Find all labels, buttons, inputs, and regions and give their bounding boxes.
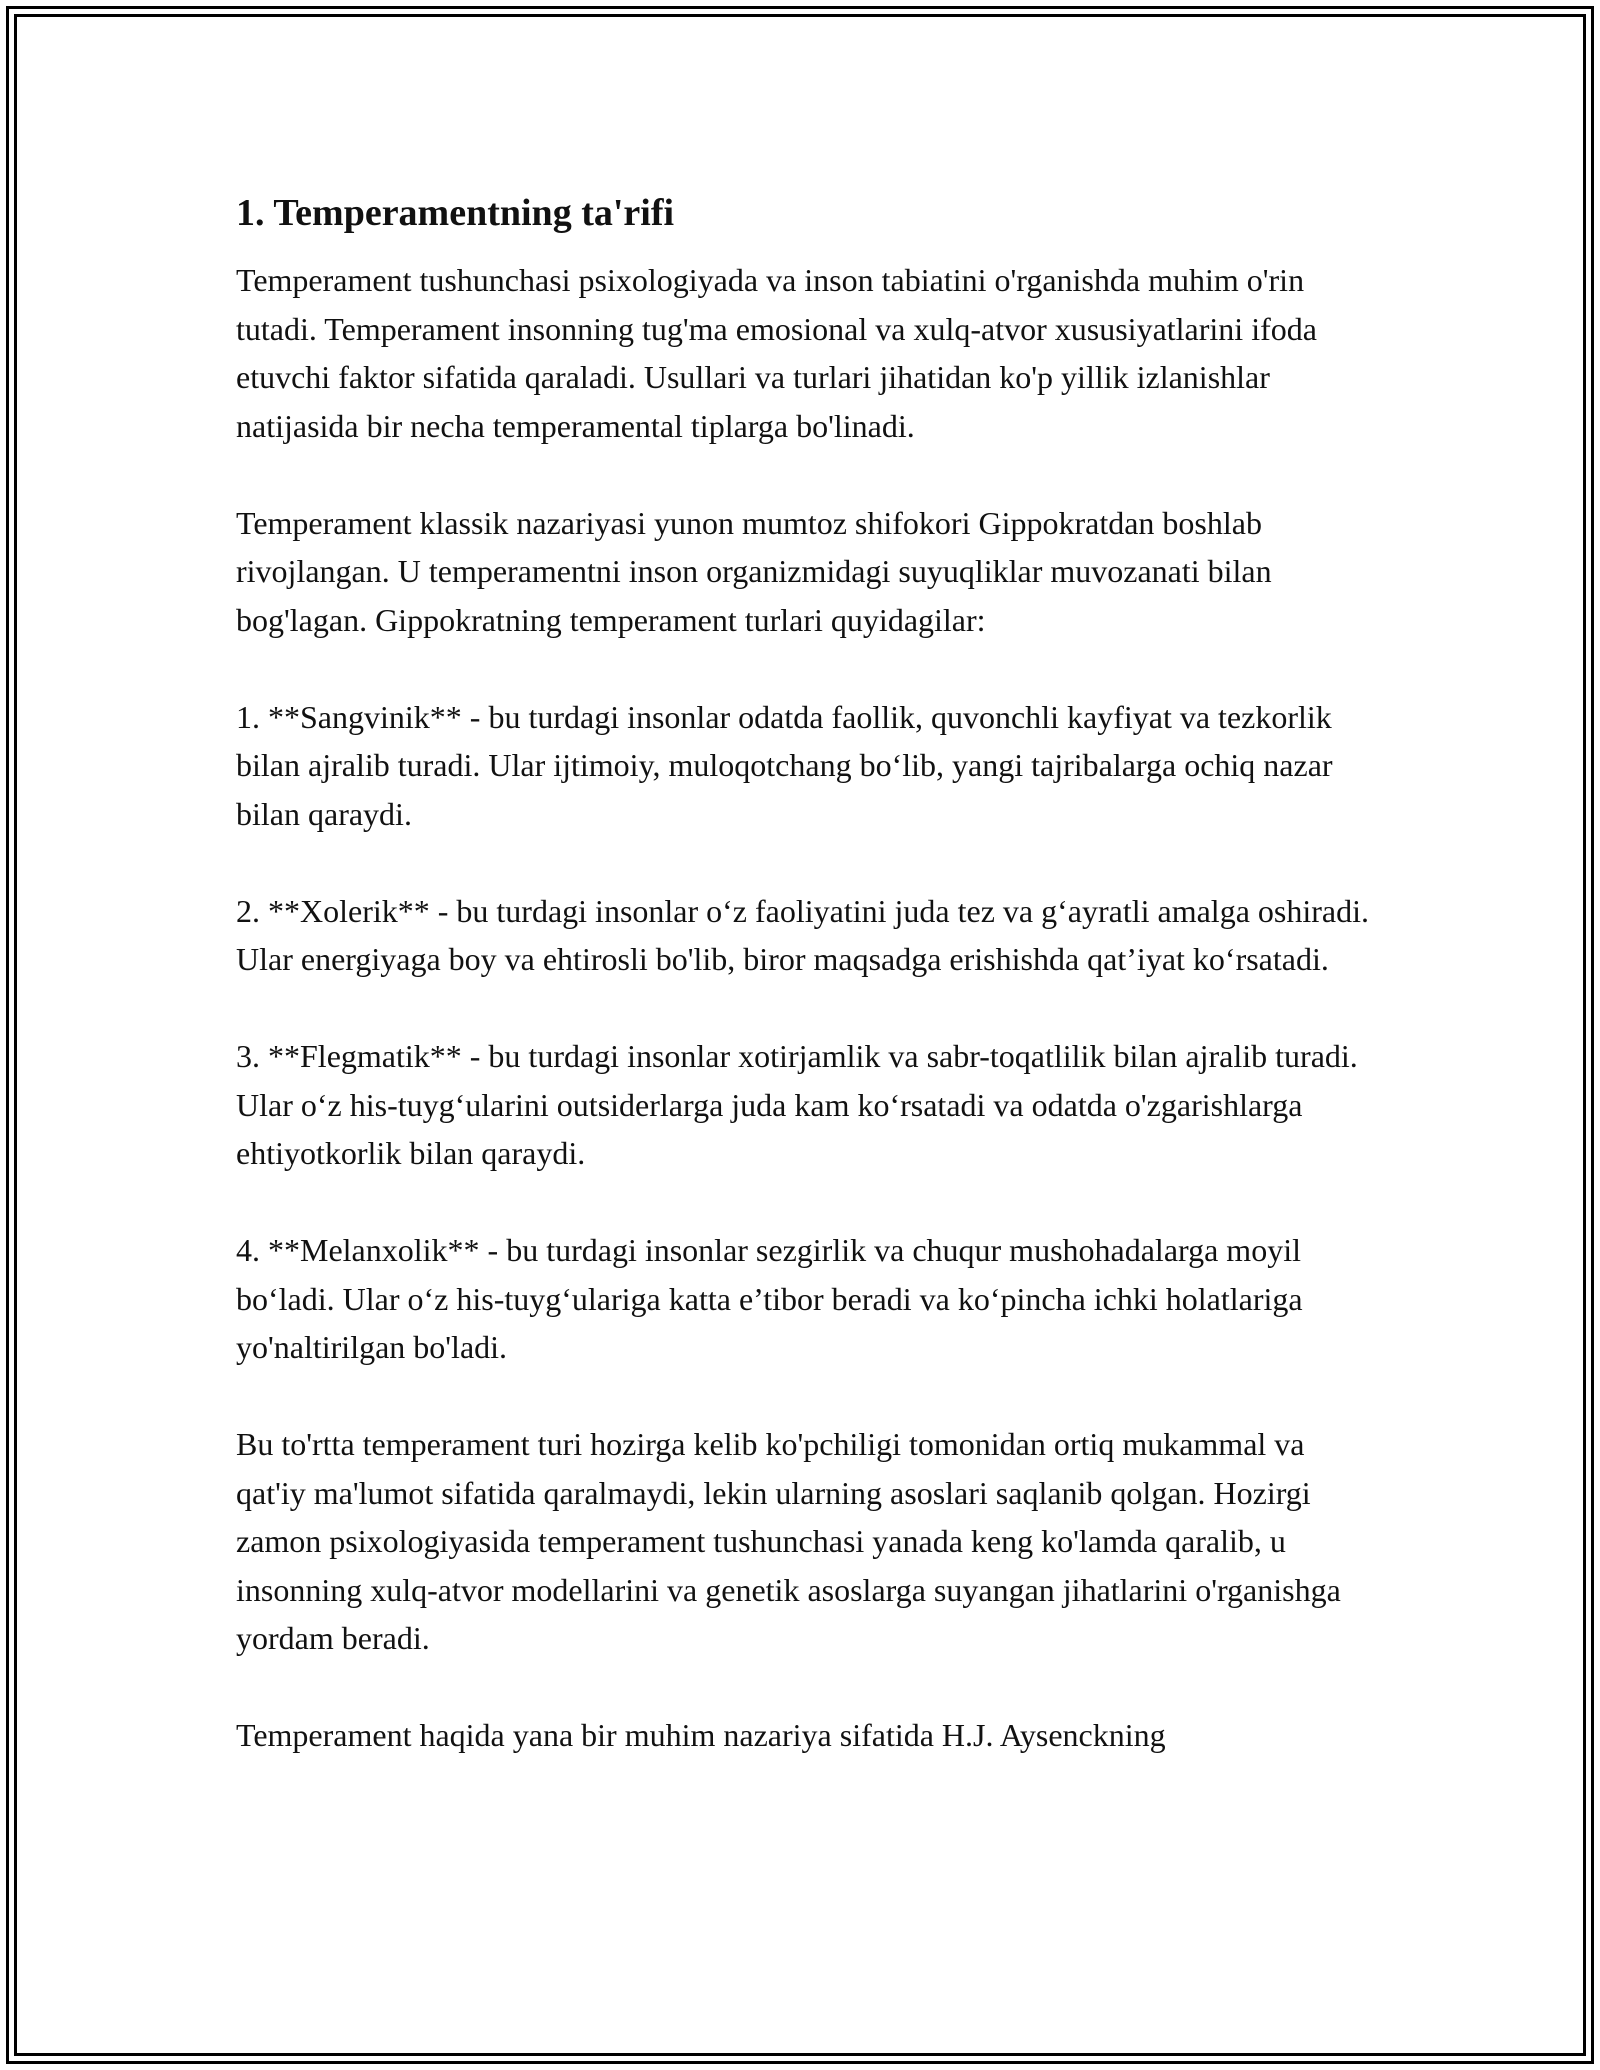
document-body	[236, 186, 1376, 1808]
paragraph-xolerik: 2. **Xolerik** - bu turdagi insonlar o‘z faoliyatini juda tez va g‘ayratli amalga oshiradi. Ular energiyaga boy va ehtirosli bo'lib, biror maqsadga erishishda qat’iyat ko‘rsatadi.	[236, 892, 1369, 977]
section-heading: 1. Temperamentning ta'rifi	[236, 192, 675, 234]
paragraph-classical-theory: Temperament klassik nazariyasi yunon mumtoz shifokori Gippokratdan boshlab rivojlangan. U temperamentni inson organizmidagi suyuqliklar muvozanati bilan bog'lagan. Gippokratning temperament turlari quyidagilar:	[236, 504, 1272, 638]
paragraph-melanxolik: 4. **Melanxolik** - bu turdagi insonlar sezgirlik va chuqur mushohadalarga moyil bo‘ladi. Ular o‘z his-tuyg‘ulariga katta e’tibor beradi va ko‘pincha ichki holatlariga yo'naltirilgan bo'ladi.	[236, 1232, 1303, 1365]
paragraph-modern-view: Bu to'rtta temperament turi hozirga kelib ko'pchiligi tomonidan ortiq mukammal va qat'iy ma'lumot sifatida qaralmaydi, lekin ularning asoslari saqlanib qolgan. Hozirgi zamon psixologiyasida temperament tushunchasi yanada keng ko'lamda qaralib, u insonning xulq-atvor modellarini va genetik asoslarga suyangan jihatlarini o'rganishga yordam beradi.	[236, 1426, 1341, 1656]
paragraph-intro: Temperament tushunchasi psixologiyada va inson tabiatini o'rganishda muhim o'rin tutadi. Temperament insonning tug'ma emosional va xulq-atvor xususiyatlarini ifoda etuvchi faktor sifatida qaraladi. Usullari va turlari jihatidan ko'p yillik izlanishlar natijasida bir necha temperamental tiplarga bo'linadi.	[236, 262, 1317, 444]
paragraph-sangvinik: 1. **Sangvinik** - bu turdagi insonlar odatda faollik, quvonchli kayfiyat va tezkorlik bilan ajralib turadi. Ular ijtimoiy, muloqotchang bo‘lib, yangi tajribalarga ochiq nazar bilan qaraydi.	[236, 698, 1333, 832]
paragraph-aysenck: Temperament haqida yana bir muhim nazariya sifatida H.J. Aysenckning	[236, 1717, 1166, 1753]
paragraph-flegmatik: 3. **Flegmatik** - bu turdagi insonlar xotirjamlik va sabr-toqatlilik bilan ajralib turadi. Ular o‘z his-tuyg‘ularini outsiderlarga juda kam ko‘rsatadi va odatda o'zgarishlarga ehtiyotkorlik bilan qaraydi.	[236, 1038, 1358, 1171]
